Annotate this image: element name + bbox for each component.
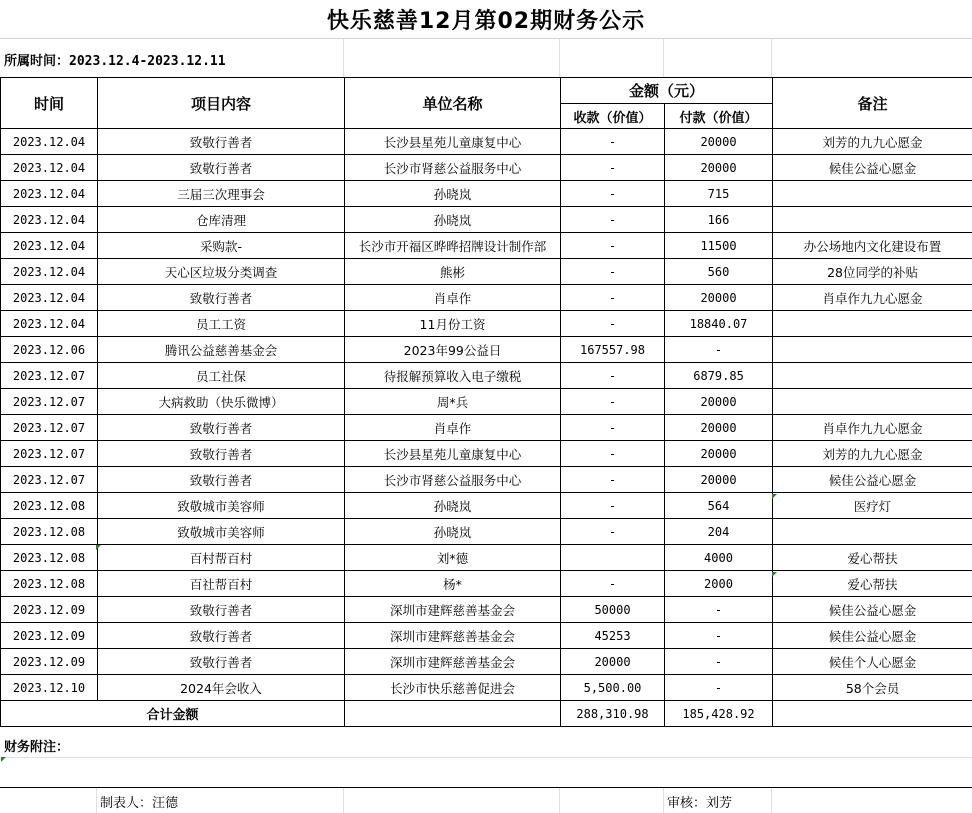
cell-payment[interactable]: -: [665, 675, 773, 701]
cell-unit[interactable]: 长沙市肾慈公益服务中心: [345, 467, 561, 493]
cell-project[interactable]: 天心区垃圾分类调查: [98, 259, 345, 285]
page-title: 快乐慈善12月第02期财务公示: [0, 0, 972, 39]
empty-cell[interactable]: [560, 788, 664, 813]
table-row: [1, 571, 972, 597]
cell-income[interactable]: -: [561, 129, 665, 155]
cell-project[interactable]: 仓库清理: [98, 207, 345, 233]
cell-remark[interactable]: 办公场地内文化建设布置: [773, 233, 972, 259]
cell-project[interactable]: 致敬行善者: [98, 129, 345, 155]
header-unit[interactable]: 单位名称: [345, 78, 561, 129]
cell-unit[interactable]: 肖卓作: [345, 415, 561, 441]
table-row: [1, 389, 972, 415]
cell-project[interactable]: 致敬行善者: [98, 415, 345, 441]
cell-remark[interactable]: 候佳公益心愿金: [773, 623, 972, 649]
cell-unit[interactable]: 长沙市开福区晔晔招牌设计制作部: [345, 233, 561, 259]
cell-comment-marker-icon: [772, 572, 777, 577]
cell-date[interactable]: 2023.12.04: [1, 207, 98, 233]
table-row: [1, 181, 972, 207]
cell-project[interactable]: 致敬行善者: [98, 597, 345, 623]
cell-unit[interactable]: 11月份工资: [345, 311, 561, 337]
cell-date[interactable]: 2023.12.07: [1, 467, 98, 493]
cell-income[interactable]: 20000: [561, 649, 665, 675]
cell-date[interactable]: 2023.12.04: [1, 155, 98, 181]
cell-project[interactable]: 百社帮百村: [98, 571, 345, 597]
cell-remark[interactable]: 刘芳的九九心愿金: [773, 441, 972, 467]
cell-project[interactable]: 致敬行善者: [98, 155, 345, 181]
cell-unit[interactable]: 深圳市建辉慈善基金会: [345, 649, 561, 675]
cell-project[interactable]: 致敬行善者: [98, 441, 345, 467]
cell-unit[interactable]: 孙晓岚: [345, 181, 561, 207]
table-row: [1, 415, 972, 441]
cell-remark[interactable]: [773, 181, 972, 207]
cell-income[interactable]: -: [561, 415, 665, 441]
cell-unit[interactable]: 孙晓岚: [345, 519, 561, 545]
cell-remark[interactable]: [773, 363, 972, 389]
header-project[interactable]: 项目内容: [98, 78, 345, 129]
period-label: 所属时间：: [4, 54, 69, 69]
cell-project[interactable]: 2024年会收入: [98, 675, 345, 701]
cell-project[interactable]: 致敬行善者: [98, 285, 345, 311]
cell-date[interactable]: 2023.12.07: [1, 441, 98, 467]
header-time[interactable]: 时间: [1, 78, 98, 129]
cell-payment[interactable]: 20000: [665, 467, 773, 493]
cell-payment[interactable]: -: [665, 337, 773, 363]
notes-section[interactable]: [0, 730, 971, 785]
cell-remark[interactable]: [773, 311, 972, 337]
header-amount[interactable]: 金额（元）: [561, 78, 773, 104]
cell-remark[interactable]: 候佳公益心愿金: [773, 155, 972, 181]
period-value: 2023.12.4-2023.12.11: [69, 54, 226, 69]
cell-unit[interactable]: 周*兵: [345, 389, 561, 415]
cell-payment[interactable]: 20000: [665, 129, 773, 155]
cell-date[interactable]: 2023.12.08: [1, 493, 98, 519]
cell-unit[interactable]: 待报解预算收入电子缴税: [345, 363, 561, 389]
total-label[interactable]: 合计金额: [1, 701, 345, 727]
cell-unit[interactable]: 孙晓岚: [345, 493, 561, 519]
cell-date[interactable]: 2023.12.04: [1, 233, 98, 259]
period-cell[interactable]: [0, 39, 344, 77]
table-row: [1, 519, 972, 545]
cell-payment[interactable]: 564: [665, 493, 773, 519]
cell-remark[interactable]: 肖卓作九九心愿金: [773, 285, 972, 311]
cell-date[interactable]: 2023.12.04: [1, 129, 98, 155]
table-row: [1, 441, 972, 467]
cell-date[interactable]: 2023.12.10: [1, 675, 98, 701]
cell-unit[interactable]: 孙晓岚: [345, 207, 561, 233]
cell-comment-marker-icon: [772, 494, 777, 499]
table-row: [1, 259, 972, 285]
cell-remark[interactable]: 爱心帮扶: [773, 571, 972, 597]
cell-date[interactable]: 2023.12.07: [1, 389, 98, 415]
cell-payment[interactable]: 560: [665, 259, 773, 285]
total-payment[interactable]: 185,428.92: [665, 701, 773, 727]
cell-project[interactable]: 腾讯公益慈善基金会: [98, 337, 345, 363]
cell-date[interactable]: 2023.12.09: [1, 623, 98, 649]
cell-project[interactable]: 百村帮百村: [98, 545, 345, 571]
cell-project[interactable]: 三届三次理事会: [98, 181, 345, 207]
cell-unit[interactable]: 长沙县星苑儿童康复中心: [345, 129, 561, 155]
cell-remark[interactable]: [773, 389, 972, 415]
header-payment[interactable]: 付款（价值）: [665, 104, 773, 129]
cell-remark[interactable]: [773, 207, 972, 233]
cell-remark[interactable]: 58个会员: [773, 675, 972, 701]
cell-project[interactable]: 致敬行善者: [98, 467, 345, 493]
cell-payment[interactable]: -: [665, 623, 773, 649]
cell-payment[interactable]: 204: [665, 519, 773, 545]
cell-remark[interactable]: 候佳个人心愿金: [773, 649, 972, 675]
total-row: [1, 701, 972, 727]
table-row: [1, 311, 972, 337]
empty-cell[interactable]: [344, 788, 560, 813]
cell-unit[interactable]: 肖卓作: [345, 285, 561, 311]
cell-unit[interactable]: 2023年99公益日: [345, 337, 561, 363]
reviewer-cell[interactable]: [664, 788, 772, 813]
cell-income[interactable]: [561, 545, 665, 571]
cell-comment-marker-icon: [96, 545, 101, 550]
cell-income[interactable]: -: [561, 389, 665, 415]
table-row: [1, 207, 972, 233]
cell-unit[interactable]: 杨*: [345, 571, 561, 597]
cell-payment[interactable]: 11500: [665, 233, 773, 259]
cell-payment[interactable]: 20000: [665, 415, 773, 441]
cell-date[interactable]: 2023.12.04: [1, 285, 98, 311]
total-empty-cell[interactable]: [773, 701, 972, 727]
cell-remark[interactable]: 肖卓作九九心愿金: [773, 415, 972, 441]
cell-payment[interactable]: 20000: [665, 155, 773, 181]
cell-income[interactable]: 50000: [561, 597, 665, 623]
cell-payment[interactable]: 2000: [665, 571, 773, 597]
cell-income[interactable]: -: [561, 467, 665, 493]
cell-payment[interactable]: -: [665, 597, 773, 623]
empty-cell[interactable]: [560, 39, 664, 77]
cell-remark[interactable]: [773, 519, 972, 545]
cell-project[interactable]: 员工工资: [98, 311, 345, 337]
cell-date[interactable]: 2023.12.07: [1, 363, 98, 389]
cell-remark[interactable]: 候佳公益心愿金: [773, 467, 972, 493]
cell-payment[interactable]: 18840.07: [665, 311, 773, 337]
period-row: [0, 39, 972, 77]
header-income[interactable]: 收款（价值）: [561, 104, 665, 129]
cell-date[interactable]: 2023.12.09: [1, 597, 98, 623]
cell-date[interactable]: 2023.12.08: [1, 571, 98, 597]
table-row: [1, 597, 972, 623]
cell-income[interactable]: -: [561, 259, 665, 285]
footer-row: [0, 787, 972, 813]
reviewer-text: 审核：刘芳: [667, 792, 732, 811]
empty-cell[interactable]: [664, 39, 772, 77]
cell-date[interactable]: 2023.12.08: [1, 545, 98, 571]
notes-divider: [0, 757, 972, 758]
cell-remark[interactable]: 医疗灯: [773, 493, 972, 519]
cell-remark[interactable]: 28位同学的补贴: [773, 259, 972, 285]
cell-remark[interactable]: 爱心帮扶: [773, 545, 972, 571]
cell-date[interactable]: 2023.12.04: [1, 181, 98, 207]
table-row: [1, 129, 972, 155]
cell-income[interactable]: -: [561, 155, 665, 181]
cell-date[interactable]: 2023.12.04: [1, 259, 98, 285]
preparer-text: 制表人：汪德: [100, 792, 178, 811]
cell-project[interactable]: 致敬城市美容师: [98, 493, 345, 519]
cell-unit[interactable]: 刘*德: [345, 545, 561, 571]
cell-date[interactable]: 2023.12.07: [1, 415, 98, 441]
table-row: [1, 623, 972, 649]
cell-income[interactable]: 45253: [561, 623, 665, 649]
cell-date[interactable]: 2023.12.04: [1, 311, 98, 337]
table-row: [1, 675, 972, 701]
notes-label: 财务附注：: [4, 736, 69, 755]
cell-project[interactable]: 员工社保: [98, 363, 345, 389]
cell-date[interactable]: 2023.12.09: [1, 649, 98, 675]
cell-comment-marker-icon: [1, 757, 6, 762]
cell-income[interactable]: -: [561, 441, 665, 467]
cell-project[interactable]: 致敬行善者: [98, 623, 345, 649]
finance-table: [0, 77, 972, 727]
cell-project[interactable]: 致敬城市美容师: [98, 519, 345, 545]
cell-payment[interactable]: 20000: [665, 285, 773, 311]
cell-payment[interactable]: -: [665, 649, 773, 675]
cell-income[interactable]: -: [561, 363, 665, 389]
cell-income[interactable]: -: [561, 207, 665, 233]
empty-cell[interactable]: [344, 39, 560, 77]
empty-cell[interactable]: [0, 788, 97, 813]
cell-project[interactable]: 致敬行善者: [98, 649, 345, 675]
preparer-cell[interactable]: [97, 788, 344, 813]
cell-unit[interactable]: 长沙市肾慈公益服务中心: [345, 155, 561, 181]
cell-income[interactable]: -: [561, 285, 665, 311]
cell-payment[interactable]: 20000: [665, 441, 773, 467]
cell-income[interactable]: -: [561, 493, 665, 519]
total-income[interactable]: 288,310.98: [561, 701, 665, 727]
table-row: [1, 363, 972, 389]
cell-income[interactable]: -: [561, 519, 665, 545]
period-text: [4, 50, 226, 69]
cell-remark[interactable]: [773, 337, 972, 363]
total-empty-cell[interactable]: [345, 701, 561, 727]
cell-income[interactable]: 5,500.00: [561, 675, 665, 701]
table-row: [1, 155, 972, 181]
cell-income[interactable]: -: [561, 181, 665, 207]
cell-payment[interactable]: 6879.85: [665, 363, 773, 389]
cell-income[interactable]: 167557.98: [561, 337, 665, 363]
table-row: [1, 493, 972, 519]
cell-payment[interactable]: 20000: [665, 389, 773, 415]
table-row: [1, 285, 972, 311]
cell-date[interactable]: 2023.12.08: [1, 519, 98, 545]
cell-unit[interactable]: 深圳市建辉慈善基金会: [345, 597, 561, 623]
cell-payment[interactable]: 4000: [665, 545, 773, 571]
cell-income[interactable]: -: [561, 233, 665, 259]
cell-payment[interactable]: 715: [665, 181, 773, 207]
cell-unit[interactable]: 深圳市建辉慈善基金会: [345, 623, 561, 649]
cell-unit[interactable]: 长沙县星苑儿童康复中心: [345, 441, 561, 467]
table-row: [1, 649, 972, 675]
cell-income[interactable]: -: [561, 571, 665, 597]
cell-unit[interactable]: 长沙市快乐慈善促进会: [345, 675, 561, 701]
cell-remark[interactable]: 刘芳的九九心愿金: [773, 129, 972, 155]
table-row: [1, 545, 972, 571]
cell-remark[interactable]: 候佳公益心愿金: [773, 597, 972, 623]
cell-project[interactable]: 采购款-: [98, 233, 345, 259]
cell-income[interactable]: -: [561, 311, 665, 337]
table-row: [1, 467, 972, 493]
header-remarks[interactable]: 备注: [773, 78, 972, 129]
cell-unit[interactable]: 熊彬: [345, 259, 561, 285]
cell-project[interactable]: 大病救助（快乐微博）: [98, 389, 345, 415]
table-row: [1, 337, 972, 363]
cell-payment[interactable]: 166: [665, 207, 773, 233]
table-row: [1, 233, 972, 259]
cell-date[interactable]: 2023.12.06: [1, 337, 98, 363]
